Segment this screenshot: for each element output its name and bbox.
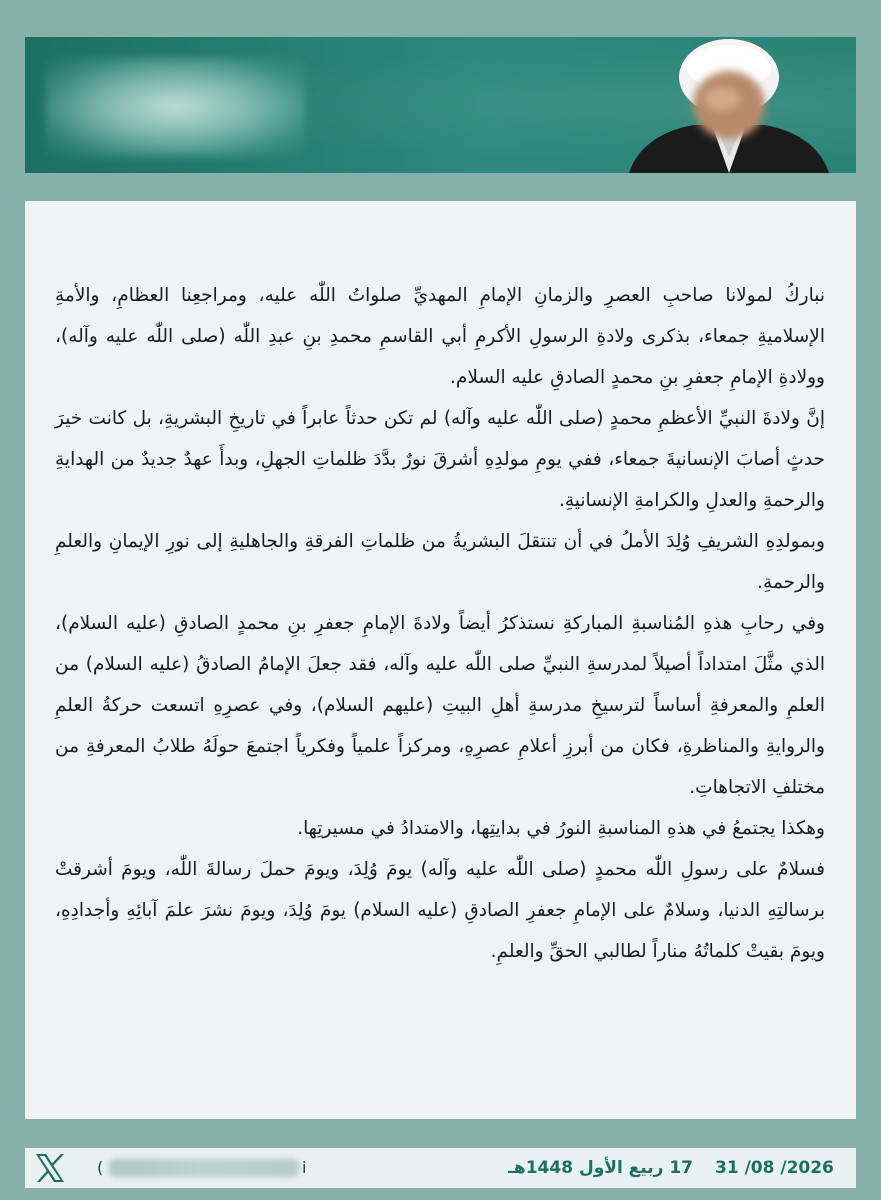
handle-open-paren: ( [97,1158,104,1177]
statement-paragraph: وبمولدِهِ الشريفِ وُلِدَ الأملُ في أن تنتقلَ البشريةُ من ظلماتِ الفرقةِ والجاهليةِ إلى نورِ الإيمانِ والعلمِ والرحمةِ. [55,531,825,593]
portrait-avatar [624,37,834,173]
redacted-name-calligraphy [45,57,305,157]
footer-bar [25,1148,856,1188]
statement-paragraph: إنَّ ولادةَ النبيِّ الأعظمِ محمدٍ (صلى اللّٰه عليه وآله) لم تكن حدثاً عابراً في تاريخِ البشريةِ، بل كانت خيرَ حدثٍ أصابَ الإنسانيةَ جمعاء، ففي يومِ مولدِهِ أشرقَ نورٌ بدَّدَ ظلماتِ الجهلِ، وبدأَ عهدٌ جديدٌ من الهدايةِ والرحمةِ والعدلِ والكرامةِ الإنسانيةِ. [55,408,825,511]
statement-paragraph: وهكذا يجتمعُ في هذهِ المناسبةِ النورُ في بدايتِها، والامتدادُ في مسيرتِها. [297,818,825,839]
redacted-handle [109,1159,299,1177]
statement-paragraph: فسلامٌ على رسولِ اللّٰه محمدٍ (صلى اللّٰه عليه وآله) يومَ وُلِدَ، ويومَ حملَ رسالةَ اللّٰه، ويومَ أشرقتْ برسالتِهِ الدنيا، وسلامٌ على الإمامِ جعفرِ الصادقِ (عليه السلام) يومَ وُلِدَ، ويومَ نشرَ علمَ آبائِهِ وأجدادِهِ، ويومَ بقيتْ كلماتُهُ مناراً لطالبي الحقِّ والعلمِ. [55,859,825,962]
gregorian-date: 31 /08 /2026 [715,1158,834,1178]
handle-end-char: i [302,1158,307,1177]
statement-card [25,201,856,1119]
hijri-date: 17 ربيع الأول 1448هـ [508,1158,693,1178]
account-handle[interactable] [97,1156,312,1180]
statement-body [55,275,825,972]
header-banner [25,37,856,173]
statement-paragraph: وفي رحابِ هذهِ المُناسبةِ المباركةِ نستذكرُ أيضاً ولادةَ الإمامِ جعفرِ بنِ محمدٍ الصادقِ (عليه السلام)، الذي مثَّلَ امتداداً أصيلاً لمدرسةِ النبيِّ صلى اللّٰه عليه وآله، فقد جعلَ الإمامُ الصادقُ (عليه السلام) من العلمِ والمعرفةِ أساساً لترسيخِ مدرسةِ أهلِ البيتِ (عليهم السلام)، وفي عصرِهِ اتسعت حركةُ العلمِ والروايةِ والمناظرةِ، فكان من أبرزِ أعلامِ عصرِهِ، ومركزاً علمياً وفكرياً اجتمعَ حولَهُ طلابُ المعرفةِ من مختلفِ الاتجاهاتِ. [55,613,825,798]
x-logo-icon[interactable] [33,1152,67,1184]
statement-paragraph: نباركُ لمولانا صاحبِ العصرِ والزمانِ الإمامِ المهديِّ صلواتُ اللّٰه عليه، ومراجعِنا العظامِ، والأمةِ الإسلاميةِ جمعاء، بذكرى ولادةِ الرسولِ الأكرمِ أبي القاسمِ محمدِ بنِ عبدِ اللّٰه (صلى اللّٰه عليه وآله)، وولادةِ الإمامِ جعفرِ بنِ محمدٍ الصادقِ عليه السلام. [55,285,825,388]
